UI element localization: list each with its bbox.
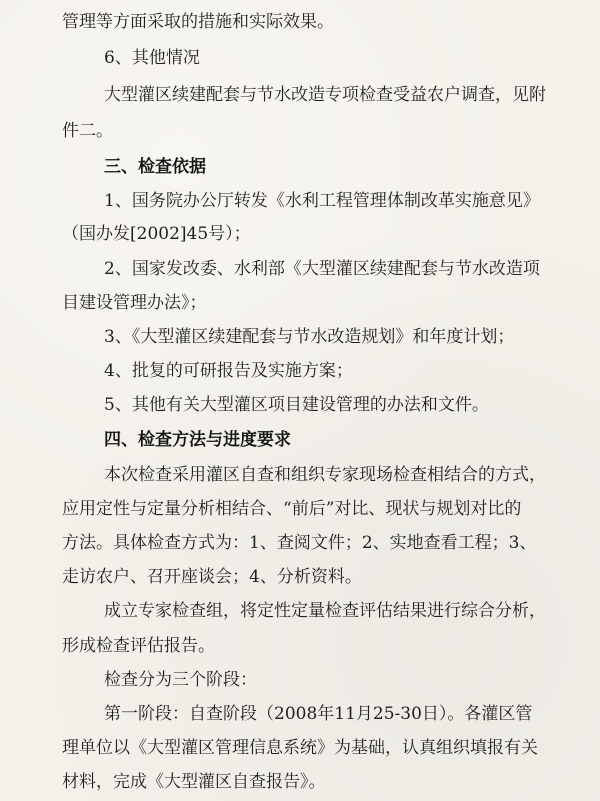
paragraph-line: 成立专家检查组，将定性定量检查评估结果进行综合分析， <box>104 601 546 621</box>
paragraph-line: 检查分为三个阶段： <box>104 670 257 690</box>
paragraph-line: 理单位以《大型灌区管理信息系统》为基础，认真组织填报有关 <box>62 738 538 758</box>
list-item-continued: （国办发[2002]45号）； <box>62 224 251 244</box>
section-heading-methods-schedule: 四、检查方法与进度要求 <box>104 430 291 450</box>
paragraph-line: 应用定性与定量分析相结合、“前后”对比、现状与规划对比的 <box>62 499 522 519</box>
paragraph-line: 本次检查采用灌区自查和组织专家现场检查相结合的方式， <box>104 465 546 485</box>
paragraph-line: 形成检查评估报告。 <box>62 636 215 656</box>
list-item: 5、其他有关大型灌区项目建设管理的办法和文件。 <box>104 395 489 415</box>
list-item-continued: 目建设管理办法》； <box>62 293 207 313</box>
paragraph-line: 第一阶段：自查阶段（2008年11月25-30日）。各灌区管 <box>104 704 533 724</box>
paragraph-line: 走访农户、召开座谈会；4、分析资料。 <box>62 567 362 587</box>
paragraph-line: 件二。 <box>62 121 113 141</box>
item-heading-6: 6、其他情况 <box>104 48 200 68</box>
list-item: 4、批复的可研报告及实施方案； <box>104 361 353 381</box>
list-item: 2、国家发改委、水利部《大型灌区续建配套与节水改造项 <box>104 259 540 279</box>
paragraph-line: 材料，完成《大型灌区自查报告》。 <box>62 772 326 792</box>
paragraph-line: 方法。具体检查方式为：1、查阅文件；2、实地查看工程；3、 <box>62 533 537 553</box>
paragraph-line: 管理等方面采取的措施和实际效果。 <box>62 12 334 32</box>
list-item: 3、《大型灌区续建配套与节水改造规划》和年度计划； <box>104 327 515 347</box>
section-heading-inspection-basis: 三、检查依据 <box>104 157 206 177</box>
paragraph-line: 大型灌区续建配套与节水改造专项检查受益农户调查，见附 <box>104 85 546 105</box>
list-item: 1、国务院办公厅转发《水利工程管理体制改革实施意见》 <box>104 191 540 211</box>
